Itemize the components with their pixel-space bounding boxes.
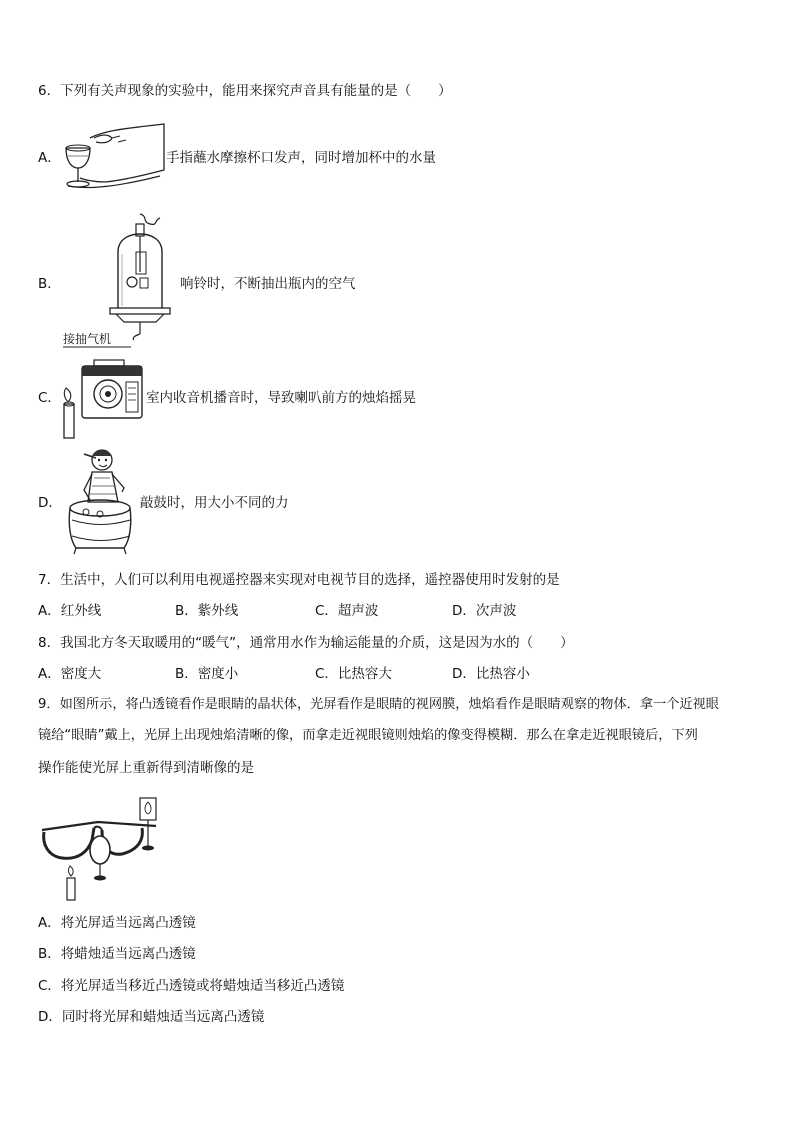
q9-stem-line-1: 9．如图所示，将凸透镜看作是眼睛的晶状体，光屏看作是眼睛的视网膜，烛焰看作是眼睛观察的物体．拿一个近视眼 (38, 697, 719, 712)
q8-stem: 8．我国北方冬天取暖用的“暖气”，通常用水作为输运能量的介质，这是因为水的（ ） (38, 635, 574, 651)
q7-stem: 7．生活中，人们可以利用电视遥控器来实现对电视节目的选择，遥控器使用时发射的是 (38, 572, 560, 588)
radio-candle-figure (60, 358, 146, 442)
q7-option-c: C．超声波 (315, 603, 379, 619)
q8-option-b: B．密度小 (175, 666, 239, 682)
q9-stem-line-3: 操作能使光屏上重新得到清晰像的是 (38, 760, 254, 776)
q6-option-b-text: 响铃时，不断抽出瓶内的空气 (180, 276, 356, 292)
q6-option-c-letter: C． (38, 390, 61, 406)
vacuum-pump-label: 接抽气机 (63, 332, 112, 346)
drum-figure (62, 444, 142, 556)
q9-option-b: B．将蜡烛适当远离凸透镜 (38, 946, 196, 962)
q9-stem-line-2: 镜给“眼睛”戴上，光屏上出现烛焰清晰的像，而拿走近视眼镜则烛焰的像变得模糊．那么在拿走近视眼镜后，下列 (38, 728, 698, 743)
q6-option-a-letter: A． (38, 150, 61, 166)
q7-option-b: B．紫外线 (175, 603, 239, 619)
q7-option-a: A．红外线 (38, 603, 102, 619)
q7-option-d: D．次声波 (452, 603, 517, 619)
q9-option-c: C．将光屏适当移近凸透镜或将蜡烛适当移近凸透镜 (38, 978, 345, 994)
q6-option-a-text: 手指蘸水摩擦杯口发声，同时增加杯中的水量 (166, 150, 436, 166)
q6-option-d-letter: D． (38, 495, 62, 511)
q8-option-a: A．密度大 (38, 666, 102, 682)
q6-stem: 6．下列有关声现象的实验中，能用来探究声音具有能量的是（ ） (38, 83, 452, 99)
q6-option-d-text: 敲鼓时，用大小不同的力 (140, 495, 289, 511)
bell-jar-figure (104, 212, 174, 342)
wine-glass-figure (60, 120, 168, 192)
q6-option-c-text: 室内收音机播音时，导致喇叭前方的烛焰摇晃 (146, 390, 416, 406)
q6-option-b-letter: B． (38, 276, 61, 292)
glasses-lens-figure (38, 794, 168, 904)
q9-option-d: D．同时将光屏和蜡烛适当远离凸透镜 (38, 1009, 265, 1025)
q9-option-a: A．将光屏适当远离凸透镜 (38, 915, 196, 931)
q8-option-c: C．比热容大 (315, 666, 392, 682)
pump-label-underline (63, 346, 131, 350)
q8-option-d: D．比热容小 (452, 666, 530, 682)
